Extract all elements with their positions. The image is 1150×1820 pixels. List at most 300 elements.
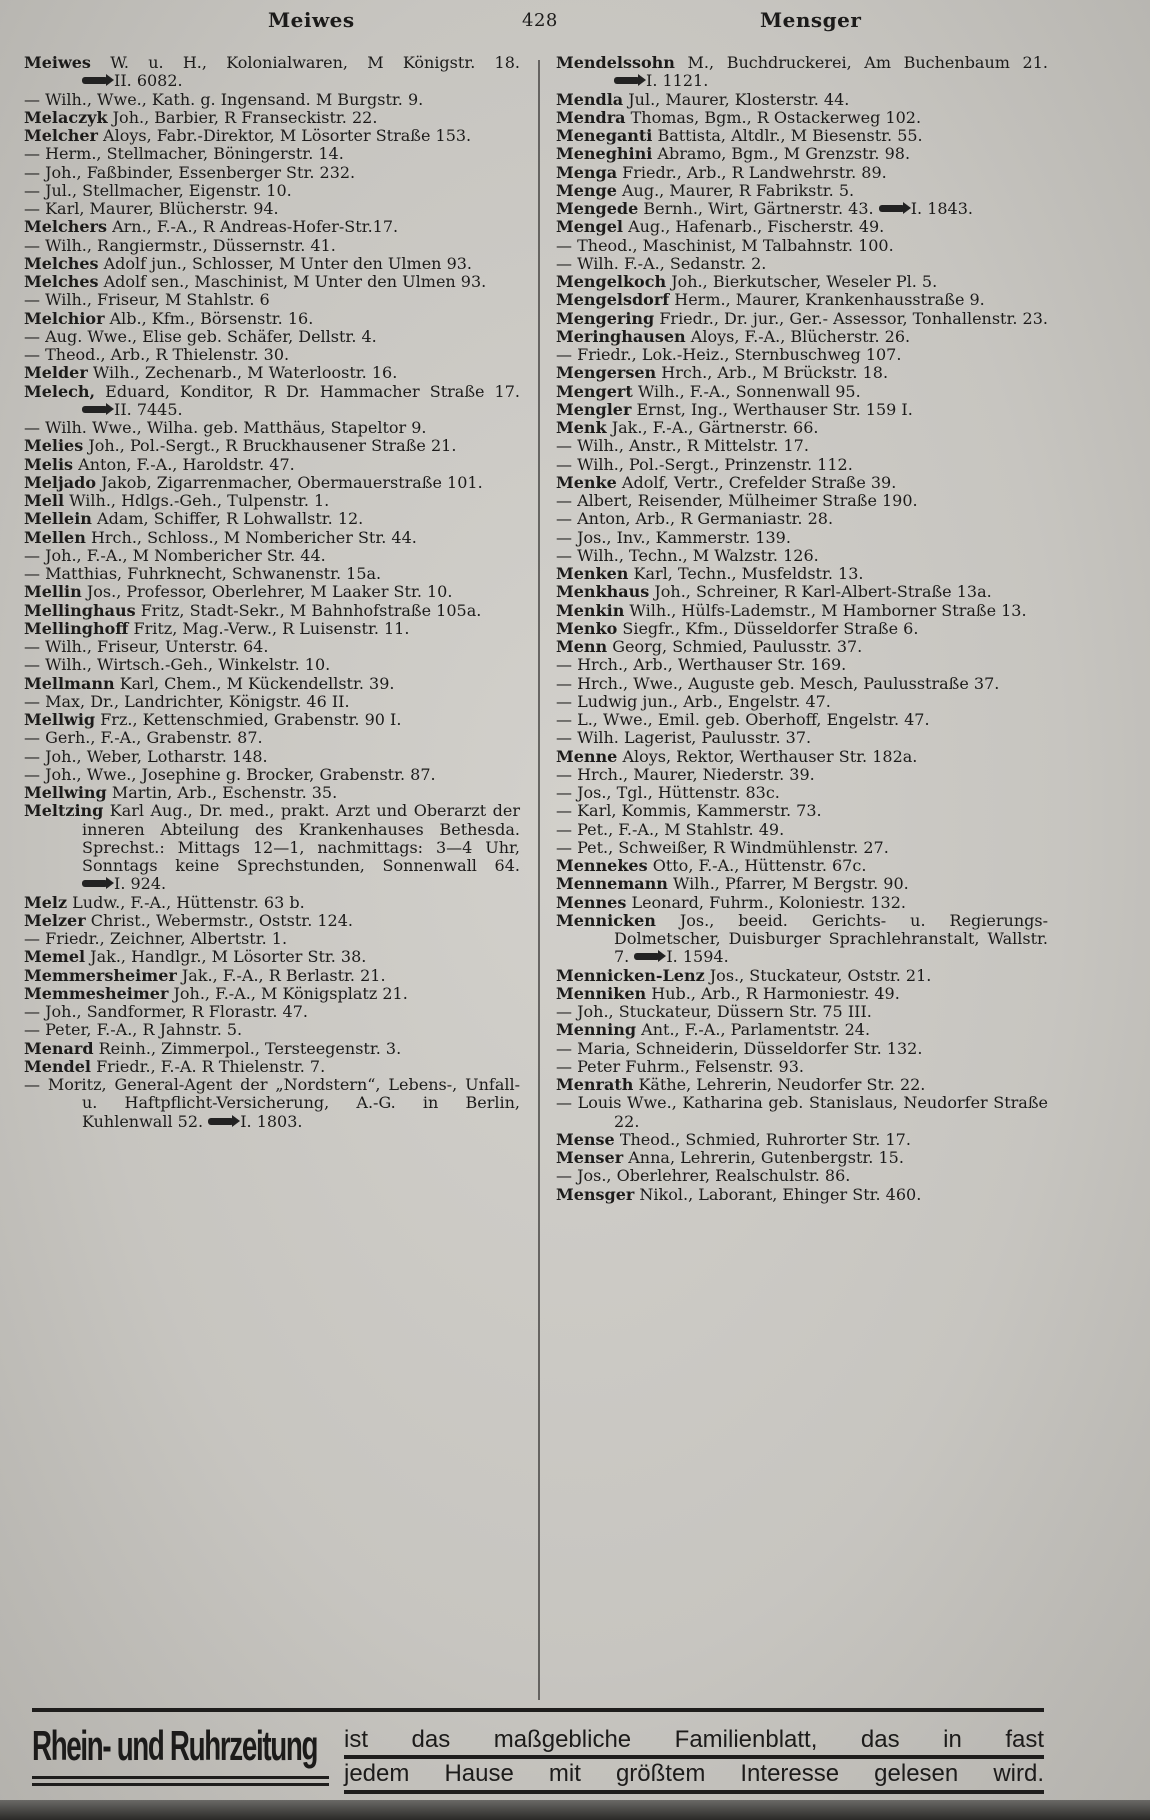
entry-details: Herm., Maurer, Krankenhausstraße 9. xyxy=(674,290,985,310)
entry-details: Arn., F.-A., R Andreas-Hofer-Str.17. xyxy=(112,217,399,237)
entry-details: — Wilh. Lagerist, Paulusstr. 37. xyxy=(556,728,812,748)
brand-underline xyxy=(32,1776,329,1779)
entry-details: Hrch., Arb., M Brückstr. 18. xyxy=(661,363,889,383)
directory-entry xyxy=(24,802,520,893)
entry-surname: Mennicken-Lenz xyxy=(556,965,705,985)
directory-entry xyxy=(24,894,520,912)
directory-entry xyxy=(556,200,1048,218)
directory-entry xyxy=(24,620,520,638)
entry-details: Fritz, Stadt-Sekr., M Bahnhofstraße 105a. xyxy=(140,600,482,620)
entry-surname: Menne xyxy=(556,746,618,766)
entry-details: Leonard, Fuhrm., Koloniestr. 132. xyxy=(631,892,906,912)
entry-surname: Menniken xyxy=(556,983,647,1003)
entry-surname: Melder xyxy=(24,363,88,383)
directory-entry xyxy=(24,967,520,985)
telephone-icon xyxy=(82,406,108,413)
entry-surname: Menken xyxy=(556,564,629,583)
directory-entry xyxy=(556,875,1048,893)
entry-details: — Wilh., Rangiermstr., Düssernstr. 41. xyxy=(24,235,336,255)
directory-entry xyxy=(556,91,1048,109)
phone-number: I. 1843. xyxy=(910,199,973,218)
directory-entry xyxy=(556,328,1048,346)
entry-details: — Karl, Maurer, Blücherstr. 94. xyxy=(24,199,279,218)
entry-details: Joh., Bierkutscher, Weseler Pl. 5. xyxy=(671,272,938,291)
entry-details: Abramo, Bgm., M Grenzstr. 98. xyxy=(657,144,911,164)
entry-details: — Hrch., Wwe., Auguste geb. Mesch, Paulusstraße 37. xyxy=(556,673,1000,693)
directory-entry xyxy=(556,1021,1048,1039)
entry-details: — Herm., Stellmacher, Böningerstr. 14. xyxy=(24,144,344,164)
entry-details: Hub., Arb., R Harmoniestr. 49. xyxy=(651,983,900,1003)
entry-surname: Mengel xyxy=(556,217,623,237)
entry-surname: Mellinghaus xyxy=(24,600,136,620)
entry-details: — Wilh., Friseur, M Stahlstr. 6 xyxy=(24,290,270,310)
entry-details: Joh., Pol.-Sergt., R Bruckhausener Straße 21. xyxy=(88,436,457,456)
entry-details: Reinh., Zimmerpol., Tersteegenstr. 3. xyxy=(98,1038,402,1058)
phone-number: I. 1594. xyxy=(666,947,729,967)
entry-details: Anna, Lehrerin, Gutenbergstr. 15. xyxy=(628,1148,904,1167)
entry-details: Aug., Maurer, R Fabrikstr. 5. xyxy=(621,180,855,200)
entry-surname: Melz xyxy=(24,892,68,912)
directory-entry xyxy=(24,693,520,711)
directory-entry xyxy=(24,255,520,273)
directory-entry xyxy=(556,711,1048,729)
directory-entry xyxy=(24,1040,520,1058)
entry-details: Käthe, Lehrerin, Neudorfer Str. 22. xyxy=(638,1075,926,1094)
directory-entry xyxy=(556,547,1048,565)
entry-surname: Menkhaus xyxy=(556,582,650,602)
column-divider xyxy=(538,60,540,1700)
entry-details: Eduard, Konditor, R Dr. Hammacher Straße 17. xyxy=(105,381,520,401)
entry-details: — Gerh., F.-A., Grabenstr. 87. xyxy=(24,728,263,748)
directory-entry xyxy=(24,91,520,109)
entry-details: Wilh., Zechenarb., M Waterloostr. 16. xyxy=(92,363,398,383)
entry-details: — Aug. Wwe., Elise geb. Schäfer, Dellstr. 4. xyxy=(24,326,377,346)
entry-details: — Joh., Weber, Lotharstr. 148. xyxy=(24,746,268,766)
entry-details: Jos., Professor, Oberlehrer, M Laaker Str. 10. xyxy=(86,582,453,602)
entry-details: — Wilh. Wwe., Wilha. geb. Matthäus, Stapeltor 9. xyxy=(24,418,427,437)
telephone-icon xyxy=(614,77,640,84)
directory-entry xyxy=(556,1167,1048,1185)
directory-entry xyxy=(24,310,520,328)
entry-phone xyxy=(614,71,708,90)
entry-details: Adolf sen., Maschinist, M Unter den Ulmen 93. xyxy=(103,272,487,291)
entry-details: Jak., F.-A., Gärtnerstr. 66. xyxy=(611,418,819,437)
entry-details: Hrch., Schloss., M Nombericher Str. 44. xyxy=(90,527,417,547)
directory-entry xyxy=(24,127,520,145)
entry-details: — Wilh., Pol.-Sergt., Prinzenstr. 112. xyxy=(556,454,853,474)
directory-entry xyxy=(556,985,1048,1003)
entry-surname: Mengler xyxy=(556,399,632,419)
entry-surname: Mellwig xyxy=(24,710,96,729)
directory-entry xyxy=(556,1094,1048,1131)
directory-entry xyxy=(556,565,1048,583)
directory-entry xyxy=(24,1003,520,1021)
directory-entry xyxy=(24,565,520,583)
directory-entry xyxy=(24,948,520,966)
entry-phone xyxy=(82,71,183,90)
entry-surname: Menser xyxy=(556,1148,624,1167)
directory-entry xyxy=(24,766,520,784)
directory-entry xyxy=(24,638,520,656)
directory-entry xyxy=(24,656,520,674)
entry-details: Fritz, Mag.-Verw., R Luisenstr. 11. xyxy=(133,618,410,638)
directory-entry xyxy=(24,364,520,382)
directory-entry xyxy=(556,656,1048,674)
entry-details: Anton, F.-A., Haroldstr. 47. xyxy=(78,454,295,474)
entry-details: Georg, Schmied, Paulusstr. 37. xyxy=(612,637,863,656)
entry-details: — Joh., Wwe., Josephine g. Brocker, Grabenstr. 87. xyxy=(24,764,436,784)
entry-surname: Mellmann xyxy=(24,673,115,693)
entry-details: — Theod., Maschinist, M Talbahnstr. 100. xyxy=(556,235,894,255)
entry-surname: Mendelssohn xyxy=(556,53,675,72)
entry-surname: Mennemann xyxy=(556,874,668,894)
entry-details: — L., Wwe., Emil. geb. Oberhoff, Engelstr. 47. xyxy=(556,710,930,729)
entry-details: Wilh., F.-A., Sonnenwall 95. xyxy=(637,381,861,401)
ad-middle-rule xyxy=(344,1755,1044,1759)
directory-entry xyxy=(24,291,520,309)
entry-surname: Mellinghoff xyxy=(24,618,129,638)
directory-entry xyxy=(24,1076,520,1131)
entry-details: Jak., Handlgr., M Lösorter Str. 38. xyxy=(90,947,367,967)
entry-surname: Melches xyxy=(24,272,99,291)
directory-entry xyxy=(24,419,520,437)
entry-details: Joh., F.-A., M Königsplatz 21. xyxy=(173,983,408,1003)
entry-surname: Menrath xyxy=(556,1075,634,1094)
entry-details: — Wilh., Friseur, Unterstr. 64. xyxy=(24,637,269,656)
directory-entry xyxy=(24,200,520,218)
telephone-icon xyxy=(82,77,108,84)
directory-entry xyxy=(556,109,1048,127)
entry-details: Otto, F.-A., Hüttenstr. 67c. xyxy=(652,856,867,875)
directory-entry xyxy=(556,1186,1048,1204)
directory-entry xyxy=(556,1058,1048,1076)
directory-entry xyxy=(24,784,520,802)
entry-surname: Meiwes xyxy=(24,53,91,72)
entry-surname: Menke xyxy=(556,472,617,492)
directory-entry xyxy=(556,839,1048,857)
entry-surname: Melchior xyxy=(24,308,105,328)
directory-entry xyxy=(556,291,1048,309)
entry-surname: Meneghini xyxy=(556,144,653,164)
directory-entry xyxy=(556,419,1048,437)
entry-details: — Karl, Kommis, Kammerstr. 73. xyxy=(556,801,822,821)
ad-line-1: ist das maßgebliche Familienblatt, das in fast xyxy=(344,1726,1044,1753)
directory-entry xyxy=(24,583,520,601)
directory-entry xyxy=(24,218,520,236)
telephone-icon xyxy=(879,205,905,212)
entry-details: — Anton, Arb., R Germaniastr. 28. xyxy=(556,509,834,529)
entry-details: Frz., Kettenschmied, Grabenstr. 90 I. xyxy=(100,710,402,729)
directory-entry xyxy=(556,164,1048,182)
entry-surname: Meltzing xyxy=(24,801,104,821)
entry-details: Jul., Maurer, Klosterstr. 44. xyxy=(628,89,850,109)
directory-entry xyxy=(556,145,1048,163)
entry-details: — Moritz, General-Agent der „Nordstern“, Lebens-, Unfall- u. Haftpflicht-Versicherung, A.-G. in Berlin, Kuhlenwall 52. xyxy=(24,1075,520,1131)
directory-entry xyxy=(556,583,1048,601)
entry-details: — Peter Fuhrm., Felsenstr. 93. xyxy=(556,1056,804,1076)
entry-details: — Jul., Stellmacher, Eigenstr. 10. xyxy=(24,180,292,200)
directory-entry xyxy=(556,729,1048,747)
entry-surname: Mell xyxy=(24,491,65,510)
entry-details: Aloys, F.-A., Blücherstr. 26. xyxy=(690,326,911,346)
directory-entry xyxy=(556,346,1048,364)
directory-entry xyxy=(24,164,520,182)
directory-entry xyxy=(556,802,1048,820)
entry-details: Adolf, Vertr., Crefelder Straße 39. xyxy=(621,472,897,492)
entry-surname: Mengede xyxy=(556,199,639,218)
entry-details: Aug., Hafenarb., Fischerstr. 49. xyxy=(628,217,885,237)
entry-phone xyxy=(82,874,166,893)
entry-details: — Albert, Reisender, Mülheimer Straße 190. xyxy=(556,491,918,510)
entry-surname: Menga xyxy=(556,162,618,182)
directory-entry xyxy=(24,1058,520,1076)
directory-entry xyxy=(556,510,1048,528)
phone-number: I. 1803. xyxy=(240,1111,303,1131)
entry-surname: Melchers xyxy=(24,217,107,237)
entry-details: — Jos., Tgl., Hüttenstr. 83c. xyxy=(556,783,780,802)
ad-bottom-rule xyxy=(344,1790,1044,1794)
telephone-icon xyxy=(208,1118,234,1125)
entry-details: — Joh., Stuckateur, Düssern Str. 75 III. xyxy=(556,1002,872,1021)
entry-surname: Mennicken xyxy=(556,910,656,930)
entry-surname: Memmesheimer xyxy=(24,983,169,1003)
directory-entry xyxy=(24,711,520,729)
directory-entry xyxy=(24,182,520,200)
entry-surname: Meljado xyxy=(24,472,96,492)
directory-entry xyxy=(24,383,520,420)
directory-entry xyxy=(556,218,1048,236)
entry-surname: Mense xyxy=(556,1129,615,1149)
entry-details: — Wilh., Wirtsch.-Geh., Winkelstr. 10. xyxy=(24,655,331,675)
entry-surname: Mengering xyxy=(556,308,655,328)
directory-entry xyxy=(556,912,1048,967)
entry-details: — Peter, F.-A., R Jahnstr. 5. xyxy=(24,1020,243,1040)
entry-surname: Mendra xyxy=(556,107,626,127)
directory-entry xyxy=(556,766,1048,784)
directory-entry xyxy=(24,748,520,766)
entry-details: Karl, Chem., M Kückendellstr. 39. xyxy=(119,673,395,693)
entry-surname: Mengelkoch xyxy=(556,272,667,291)
entry-details: Thomas, Bgm., R Ostackerweg 102. xyxy=(630,107,922,127)
entry-surname: Menko xyxy=(556,618,618,638)
entry-details: Nikol., Laborant, Ehinger Str. 460. xyxy=(639,1184,922,1204)
entry-details: — Wilh. F.-A., Sedanstr. 2. xyxy=(556,253,767,273)
entry-surname: Mensger xyxy=(556,1184,635,1204)
entry-surname: Melcher xyxy=(24,126,98,145)
entry-surname: Memmersheimer xyxy=(24,965,177,985)
entry-phone xyxy=(208,1112,302,1131)
entry-details: — Max, Dr., Landrichter, Königstr. 46 II. xyxy=(24,691,350,711)
entry-details: Siegfr., Kfm., Düsseldorfer Straße 6. xyxy=(622,618,919,638)
directory-entry xyxy=(24,729,520,747)
directory-entry xyxy=(24,602,520,620)
entry-details: Jos., beeid. Gerichts- u. Regierungs-Dolmetscher, Duisburger Sprachlehranstalt, Wallstr. 7. xyxy=(614,910,1048,967)
entry-surname: Mellwing xyxy=(24,783,107,802)
entry-surname: Melzer xyxy=(24,910,86,930)
directory-entry xyxy=(24,510,520,528)
entry-phone xyxy=(879,199,973,218)
entry-details: Wilh., Pfarrer, M Bergstr. 90. xyxy=(673,874,909,894)
entry-details: — Ludwig jun., Arb., Engelstr. 47. xyxy=(556,691,831,711)
entry-surname: Mengelsdorf xyxy=(556,290,670,310)
directory-entry xyxy=(556,1131,1048,1149)
entry-surname: Meringhausen xyxy=(556,326,686,346)
directory-entry xyxy=(556,401,1048,419)
entry-details: Joh., Barbier, R Franseckistr. 22. xyxy=(112,107,378,127)
phone-number: I. 924. xyxy=(114,874,167,894)
directory-entry xyxy=(24,547,520,565)
entry-details: Martin, Arb., Eschenstr. 35. xyxy=(111,783,338,802)
phone-number: II. 6082. xyxy=(114,71,183,91)
entry-details: M., Buchdruckerei, Am Buchenbaum 21. xyxy=(687,53,1048,72)
telephone-icon xyxy=(82,880,108,887)
entry-surname: Mennekes xyxy=(556,856,648,875)
directory-entry xyxy=(556,602,1048,620)
directory-entry xyxy=(556,54,1048,91)
entry-surname: Meneganti xyxy=(556,126,653,145)
directory-entry xyxy=(24,237,520,255)
entry-surname: Mennes xyxy=(556,892,627,912)
entry-surname: Menge xyxy=(556,180,617,200)
entry-details: W. u. H., Kolonialwaren, M Königstr. 18. xyxy=(110,53,520,72)
entry-details: Christ., Webermstr., Oststr. 124. xyxy=(90,910,353,930)
directory-entry xyxy=(556,437,1048,455)
entry-details: Karl, Techn., Musfeldstr. 13. xyxy=(633,564,864,583)
entry-details: — Jos., Oberlehrer, Realschulstr. 86. xyxy=(556,1166,851,1186)
scan-edge xyxy=(0,1800,1150,1820)
ad-brand: Rhein- und Ruhrzeitung xyxy=(32,1722,318,1769)
directory-entry xyxy=(556,894,1048,912)
phone-number: II. 7445. xyxy=(114,399,183,419)
directory-entry xyxy=(556,857,1048,875)
entry-details: Wilh., Hdlgs.-Geh., Tulpenstr. 1. xyxy=(69,491,330,510)
directory-entry xyxy=(24,346,520,364)
directory-entry xyxy=(24,145,520,163)
right-column xyxy=(556,54,1048,1204)
directory-entry xyxy=(556,255,1048,273)
page-number: 428 xyxy=(522,10,558,31)
directory-entry xyxy=(24,675,520,693)
entry-details: Aloys, Fabr.-Direktor, M Lösorter Straße 153. xyxy=(103,126,472,145)
entry-details: — Joh., F.-A., M Nombericher Str. 44. xyxy=(24,545,326,565)
entry-details: Adam, Schiffer, R Lohwallstr. 12. xyxy=(97,509,364,529)
entry-surname: Melches xyxy=(24,253,99,273)
directory-entry xyxy=(24,930,520,948)
entry-surname: Menk xyxy=(556,418,607,437)
entry-details: Friedr., Dr. jur., Ger.- Assessor, Tonhallenstr. 23. xyxy=(659,308,1048,328)
directory-entry xyxy=(24,109,520,127)
directory-entry xyxy=(556,748,1048,766)
directory-entry xyxy=(24,529,520,547)
entry-details: Friedr., Arb., R Landwehrstr. 89. xyxy=(622,162,887,182)
directory-entry xyxy=(556,821,1048,839)
directory-entry xyxy=(556,474,1048,492)
entry-details: Adolf jun., Schlosser, M Unter den Ulmen 93. xyxy=(103,253,473,273)
entry-surname: Mengert xyxy=(556,381,633,401)
brand-underline-2 xyxy=(32,1783,329,1786)
directory-entry xyxy=(556,310,1048,328)
entry-details: — Joh., Faßbinder, Essenberger Str. 232. xyxy=(24,162,356,182)
directory-entry xyxy=(24,474,520,492)
directory-entry xyxy=(556,693,1048,711)
directory-entry xyxy=(556,383,1048,401)
directory-entry xyxy=(556,127,1048,145)
directory-entry xyxy=(556,273,1048,291)
directory-entry xyxy=(556,1149,1048,1167)
directory-entry xyxy=(556,967,1048,985)
entry-details: — Friedr., Zeichner, Albertstr. 1. xyxy=(24,929,288,948)
directory-entry xyxy=(556,620,1048,638)
running-head-right: Mensger xyxy=(760,8,862,32)
entry-details: — Hrch., Maurer, Niederstr. 39. xyxy=(556,764,815,784)
entry-details: — Pet., F.-A., M Stahlstr. 49. xyxy=(556,819,785,839)
entry-details: Bernh., Wirt, Gärtnerstr. 43. xyxy=(643,199,874,218)
directory-entry xyxy=(556,364,1048,382)
entry-phone xyxy=(82,400,183,419)
entry-surname: Menning xyxy=(556,1020,637,1040)
entry-surname: Mellein xyxy=(24,509,92,529)
entry-details: Ernst, Ing., Werthauser Str. 159 I. xyxy=(636,399,913,419)
directory-entry xyxy=(556,492,1048,510)
directory-entry xyxy=(556,456,1048,474)
directory-entry xyxy=(556,237,1048,255)
directory-entry xyxy=(556,1040,1048,1058)
entry-details: — Theod., Arb., R Thielenstr. 30. xyxy=(24,345,290,364)
entry-details: — Maria, Schneiderin, Düsseldorfer Str. 132. xyxy=(556,1038,923,1058)
entry-details: Theod., Schmied, Ruhrorter Str. 17. xyxy=(619,1129,911,1149)
entry-details: — Friedr., Lok.-Heiz., Sternbuschweg 107. xyxy=(556,345,902,364)
entry-details: — Joh., Sandformer, R Florastr. 47. xyxy=(24,1002,308,1021)
directory-entry xyxy=(556,182,1048,200)
entry-surname: Mendel xyxy=(24,1056,91,1076)
entry-details: Battista, Altdlr., M Biesenstr. 55. xyxy=(657,126,923,145)
entry-details: — Wilh., Anstr., R Mittelstr. 17. xyxy=(556,436,809,456)
directory-entry xyxy=(24,328,520,346)
entry-surname: Melech, xyxy=(24,381,96,401)
ad-line-2: jedem Hause mit größtem Interesse gelesen wird. xyxy=(344,1760,1044,1787)
entry-details: Karl Aug., Dr. med., prakt. Arzt und Oberarzt der inneren Abteilung des Krankenhauses Bethesda. Sprechst.: Mittags 12—1, nachmittags: 3—4 Uhr, Sonntags keine Sprechstunden, Sonnenwall 64. xyxy=(82,801,521,875)
entry-surname: Menkin xyxy=(556,600,625,620)
entry-details: — Jos., Inv., Kammerstr. 139. xyxy=(556,527,791,547)
directory-entry xyxy=(24,54,520,91)
entry-surname: Melis xyxy=(24,454,74,474)
entry-details: — Louis Wwe., Katharina geb. Stanislaus, Neudorfer Straße 22. xyxy=(556,1093,1048,1131)
entry-details: Aloys, Rektor, Werthauser Str. 182a. xyxy=(622,746,918,766)
directory-entry xyxy=(556,675,1048,693)
entry-phone xyxy=(634,947,728,966)
directory-entry xyxy=(24,985,520,1003)
entry-details: Jak., F.-A., R Berlastr. 21. xyxy=(181,965,386,985)
entry-details: — Pet., Schweißer, R Windmühlenstr. 27. xyxy=(556,837,889,857)
entry-surname: Mellin xyxy=(24,582,82,602)
directory-entry xyxy=(556,638,1048,656)
phone-number: I. 1121. xyxy=(646,71,709,91)
directory-entry xyxy=(24,456,520,474)
directory-entry xyxy=(556,1003,1048,1021)
entry-details: Jakob, Zigarrenmacher, Obermauerstraße 101. xyxy=(101,472,483,492)
entry-details: Ludw., F.-A., Hüttenstr. 63 b. xyxy=(72,892,305,912)
entry-surname: Mellen xyxy=(24,527,86,547)
entry-surname: Menard xyxy=(24,1038,94,1058)
entry-details: — Hrch., Arb., Werthauser Str. 169. xyxy=(556,655,847,675)
directory-entry xyxy=(24,273,520,291)
directory-entry xyxy=(24,437,520,455)
entry-surname: Melaczyk xyxy=(24,107,108,127)
entry-surname: Memel xyxy=(24,947,86,967)
entry-details: — Wilh., Wwe., Kath. g. Ingensand. M Burgstr. 9. xyxy=(24,89,424,109)
entry-surname: Melies xyxy=(24,436,84,456)
entry-details: Wilh., Hülfs-Lademstr., M Hamborner Straße 13. xyxy=(629,600,1027,620)
